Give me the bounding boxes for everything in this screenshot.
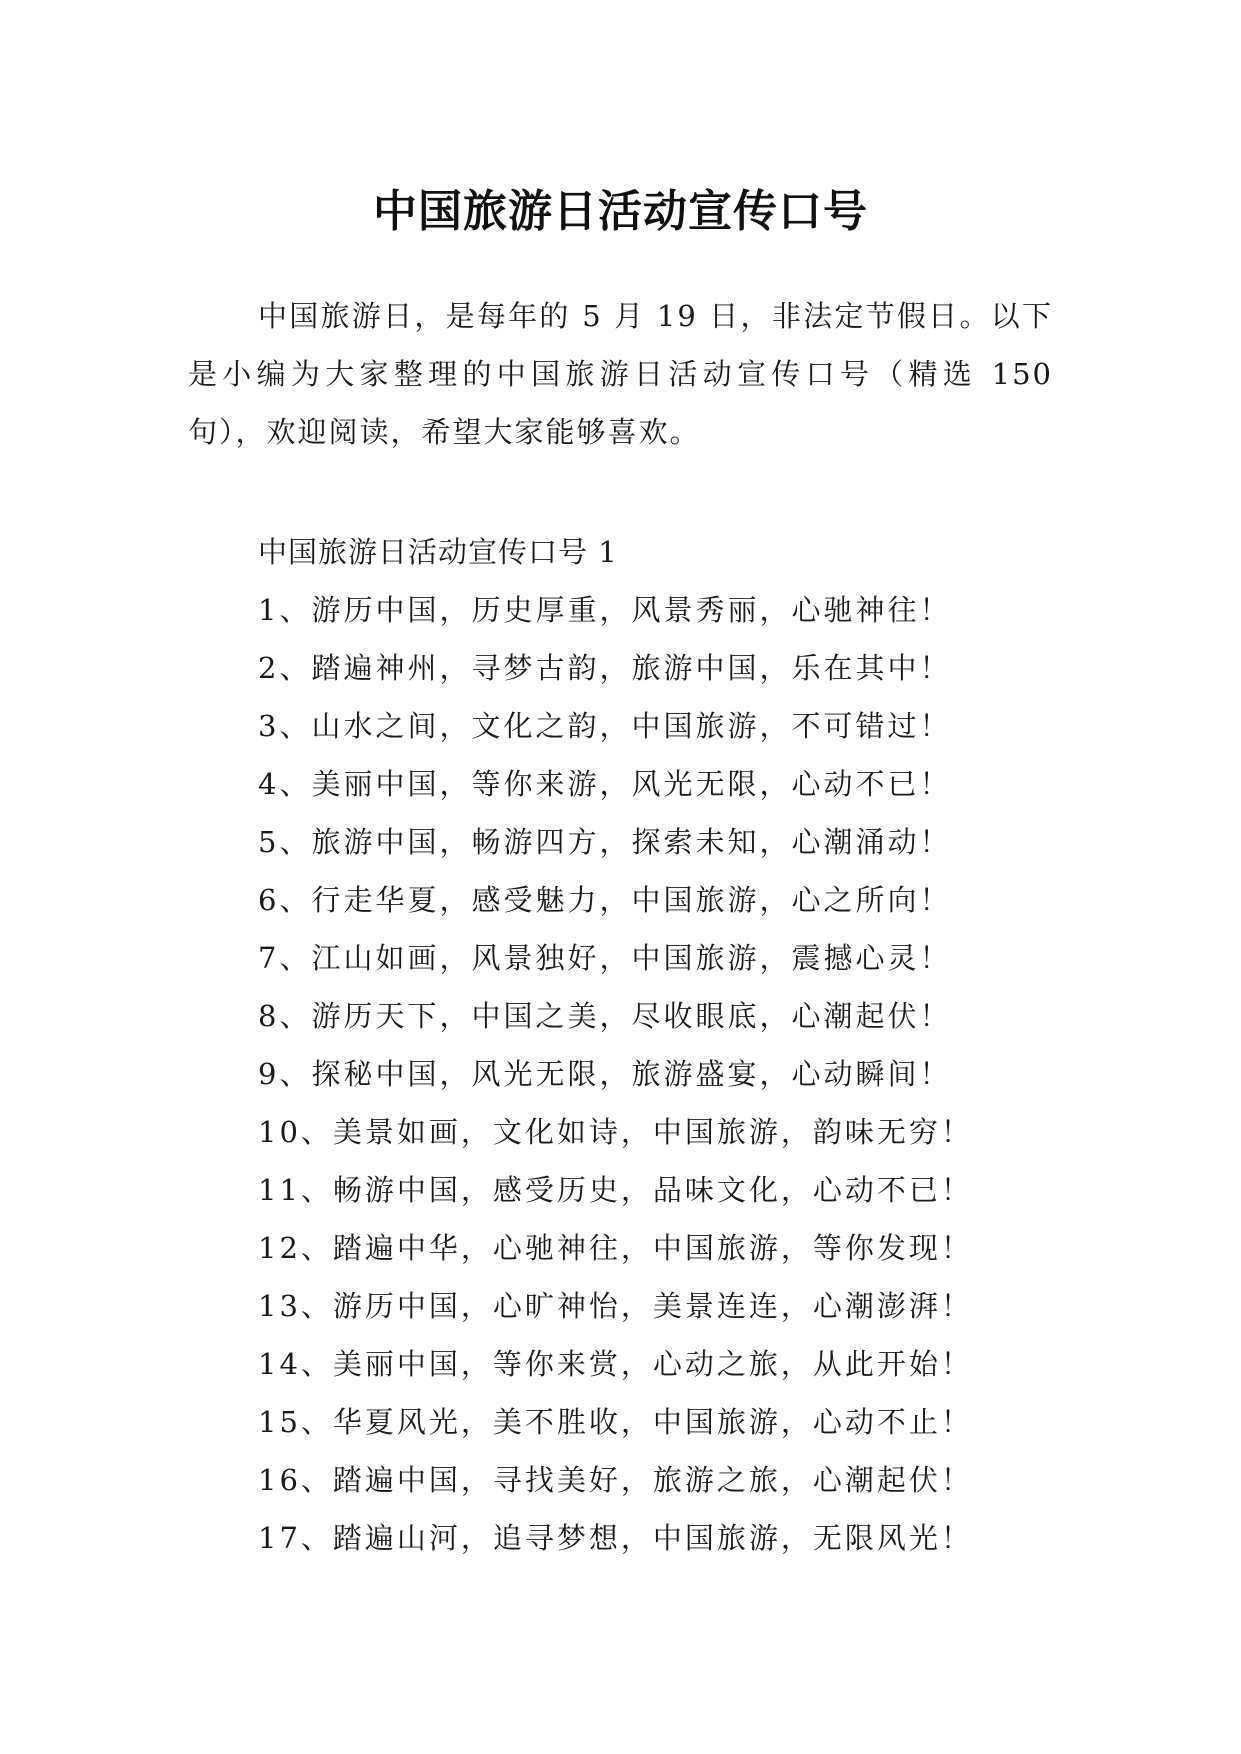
list-item: 4、美丽中国，等你来游，风光无限，心动不已！: [258, 767, 952, 801]
list-item: 7、江山如画，风景独好，中国旅游，震撼心灵！: [258, 941, 952, 975]
list-item: 2、踏遍神州，寻梦古韵，旅游中国，乐在其中！: [258, 651, 952, 685]
section-heading: 中国旅游日活动宣传口号 1: [258, 535, 618, 569]
list-item: 3、山水之间，文化之韵，中国旅游，不可错过！: [258, 709, 952, 743]
intro-paragraph: 中国旅游日，是每年的 5 月 19 日，非法定节假日。以下是小编为大家整理的中国旅游日活动宣传口号（精选 150 句），欢迎阅读，希望大家能够喜欢。: [188, 299, 1053, 449]
list-item: 16、踏遍中国，寻找美好，旅游之旅，心潮起伏！: [258, 1463, 973, 1497]
list-item: 13、游历中国，心旷神怡，美景连连，心潮澎湃！: [258, 1289, 973, 1323]
list-item: 15、华夏风光，美不胜收，中国旅游，心动不止！: [258, 1405, 973, 1439]
list-item: 9、探秘中国，风光无限，旅游盛宴，心动瞬间！: [258, 1057, 952, 1091]
list-item: 17、踏遍山河，追寻梦想，中国旅游，无限风光！: [258, 1521, 973, 1555]
list-item: 12、踏遍中华，心驰神往，中国旅游，等你发现！: [258, 1231, 973, 1265]
list-item: 6、行走华夏，感受魅力，中国旅游，心之所向！: [258, 883, 952, 917]
page-title: 中国旅游日活动宣传口号: [373, 186, 868, 238]
list-item: 8、游历天下，中国之美，尽收眼底，心潮起伏！: [258, 999, 952, 1033]
list-item: 11、畅游中国，感受历史，品味文化，心动不已！: [258, 1173, 973, 1207]
list-item: 5、旅游中国，畅游四方，探索未知，心潮涌动！: [258, 825, 952, 859]
slogan-list: [258, 581, 1108, 1567]
list-item: 10、美景如画，文化如诗，中国旅游，韵味无穷！: [258, 1115, 973, 1149]
list-item: 14、美丽中国，等你来赏，心动之旅，从此开始！: [258, 1347, 973, 1381]
slogan-section: [258, 523, 1108, 1567]
list-item: 1、游历中国，历史厚重，风景秀丽，心驰神往！: [258, 593, 952, 627]
